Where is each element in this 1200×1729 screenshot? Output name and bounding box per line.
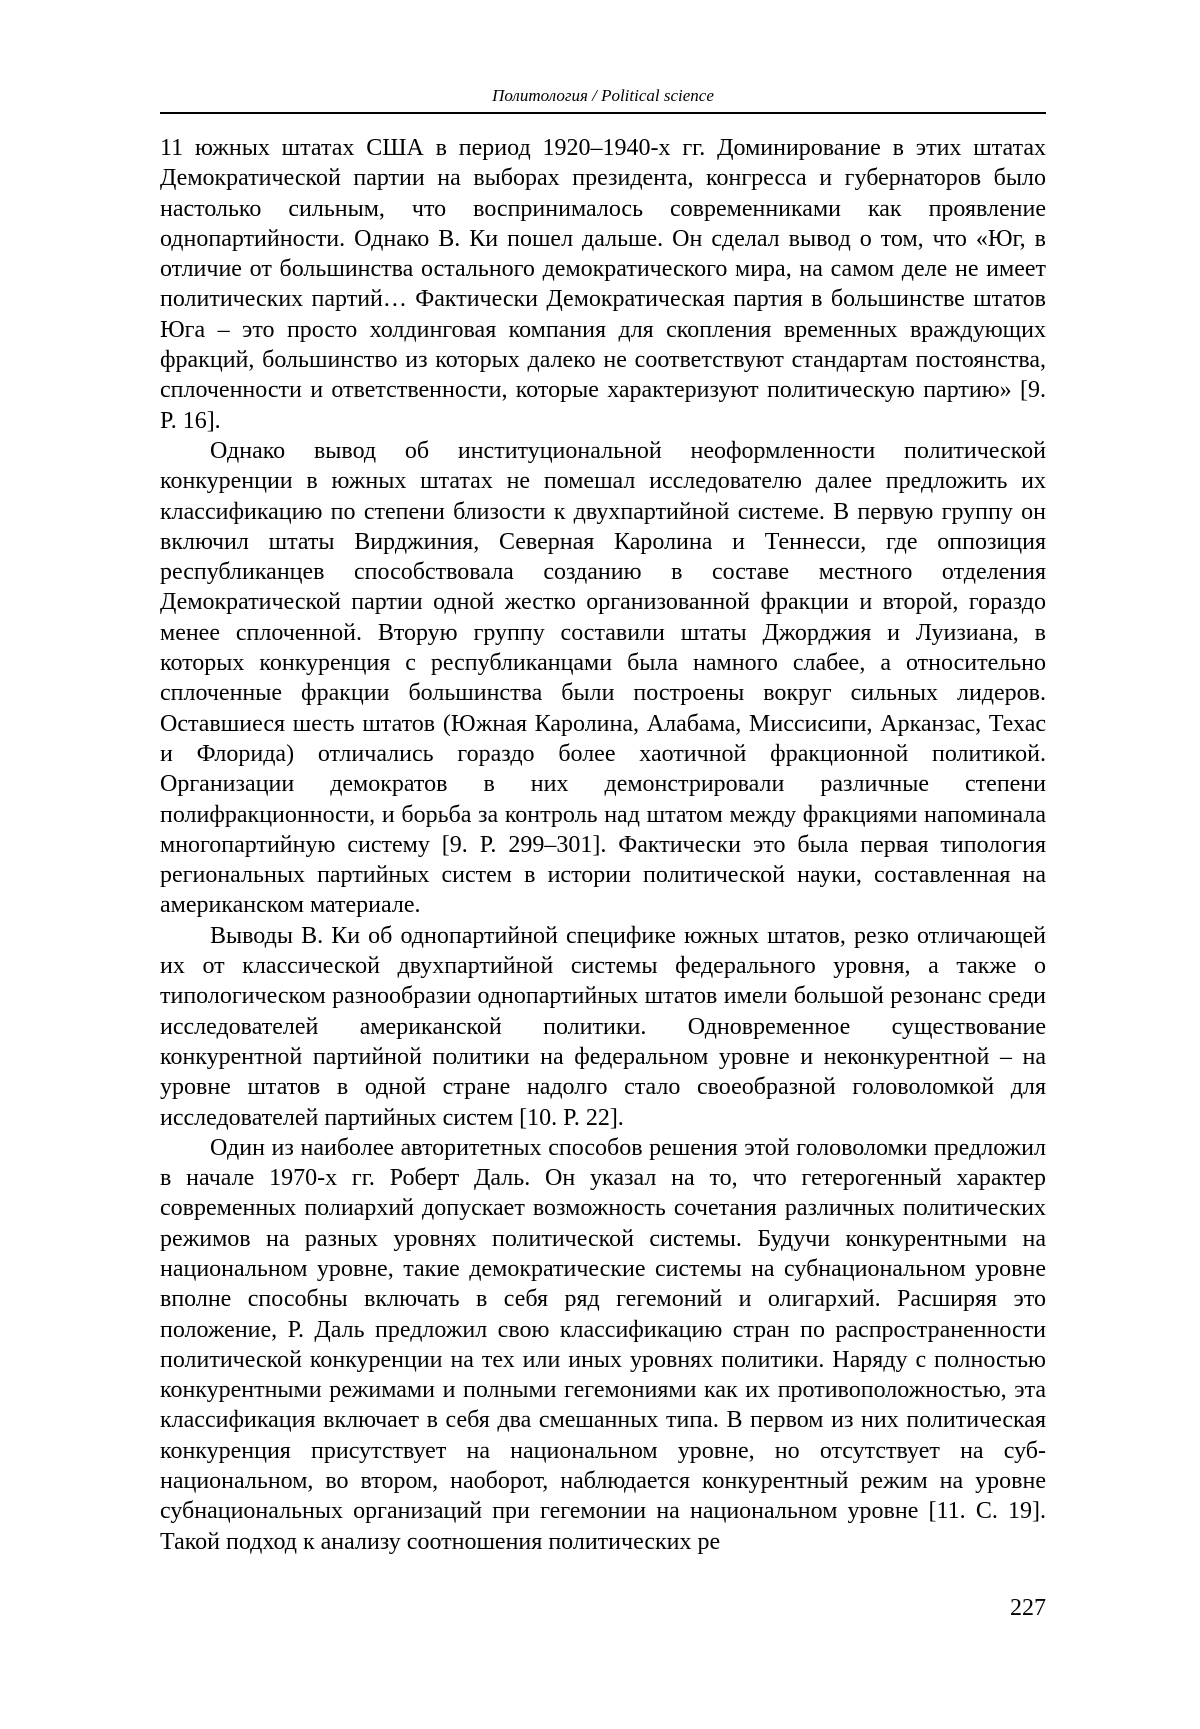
paragraph: Однако вывод об институциональной неоформленности политической конкуренции в южных штатах не помешал исследователю далее предложить их классификацию по степени близости к двухпартийной системе. В первую группу он включил штаты Вирджиния, Северная Каролина и Теннесси, где оппозиция республиканцев способствовала созданию в составе местного отделения Демократической партии одной жестко организованной фракции и второй, гораздо менее сплоченной. Вторую группу составили штаты Джорджия и Луизиана, в которых конкуренция с республиканцами была намного слабее, а относительно сплоченные фракции большинства были построены вокруг сильных лидеров. Оставшиеся шесть штатов (Южная Каролина, Алабама, Миссисипи, Арканзас, Техас и Флорида) отличались гораздо более хаотичной фракционной политикой. Организации демократов в них демонстрировали различные степени полифракционности, и борьба за контроль над штатом между фракциями напоминала многопартийную систему [9. P. 299–301]. Фактически это была первая типология региональных партийных систем в истории политической науки, составленная на американском материале.	[160, 437, 1046, 919]
journal-page	[160, 0, 1046, 1729]
paragraph: Один из наиболее авторитетных способов решения этой головоломки предложил в начале 1970-х гг. Роберт Даль. Он указал на то, что гетерогенный характер современных полиархий допускает возможность сочетания различных политических режимов на разных уровнях политической системы. Будучи конкурентными на национальном уровне, такие демократические системы на субнациональном уровне вполне способны включать в себя ряд гегемоний и олигархий. Расширяя это положение, Р. Даль предложил свою классификацию стран по распространенности политической конкуренции на тех или иных уровнях политики. Наряду с полностью конкурентными режимами и полными гегемониями как их противоположностью, эта классификация включает в себя два смешанных типа. В первом из них политическая конкуренция присутствует на национальном уровне, но отсутствует на субнациональном, во втором, наоборот, наблюдается конкурентный режим на уровне субнациональных организаций при гегемонии на национальном уровне [11. С. 19]. Такой подход к анализу соотношения политических ре	[160, 1134, 1046, 1555]
running-head: Политология / Political science	[492, 86, 714, 105]
paragraph: Выводы В. Ки об однопартийной специфике южных штатов, резко отличающей их от классической двухпартийной системы федерального уровня, а также о типологическом разнообразии однопартийных штатов имели большой резонанс среди исследователей американской политики. Одновременное существование конкурентной партийной политики на федеральном уровне и неконкурентной – на уровне штатов в одной стране надолго стало своеобразной головоломкой для исследователей партийных систем [10. P. 22].	[160, 922, 1046, 1131]
paragraph-continuation: 11 южных штатах США в период 1920–1940-х гг. Доминирование в этих штатах Демократической партии на выборах президента, конгресса и губернаторов было настолько сильным, что воспринималось современниками как проявление однопартийности. Однако В. Ки пошел дальше. Он сделал вывод о том, что «Юг, в отличие от большинства остального демократического мира, на самом деле не имеет политических партий… Фактически Демократическая партия в большинстве штатов Юга – это просто холдинговая компания для скопления временных враждующих фракций, большинство из которых далеко не соответствуют стандартам постоянства, сплоченности и ответственности, которые характеризуют политическую партию» [9. P. 16].	[160, 135, 1046, 434]
article-body	[160, 133, 1046, 1557]
header-rule	[160, 112, 1046, 114]
page-number: 227	[1010, 1595, 1046, 1621]
